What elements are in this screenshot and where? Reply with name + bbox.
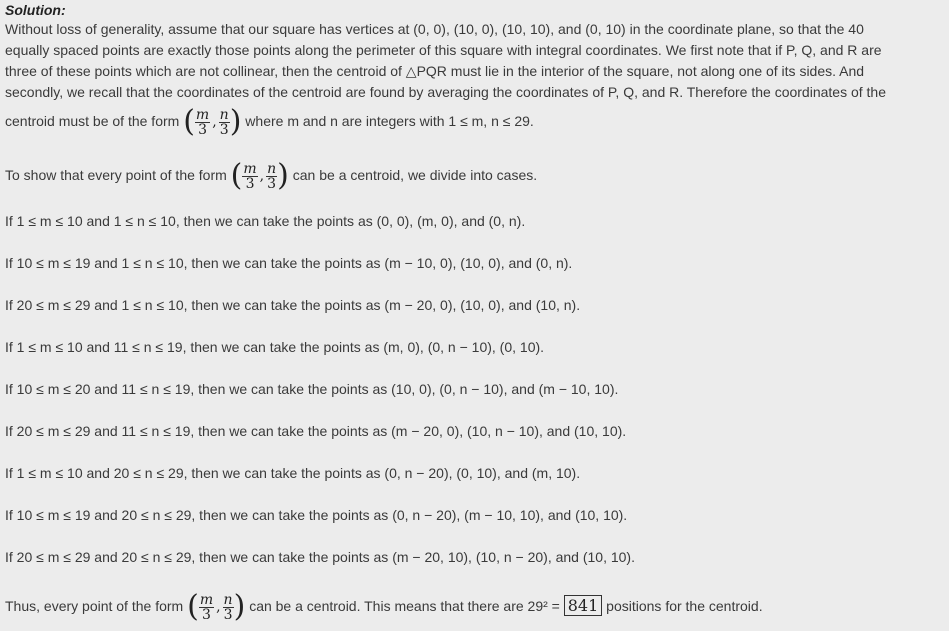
fraction-denominator: 3 (198, 121, 208, 138)
paragraph-1-line-1: Without loss of generality, assume that our square has vertices at (0, 0), (10, 0), (10, 10), and (0, 10) in the coordinate plane, so that the 40 (5, 21, 864, 37)
paragraph-2-before: To show that every point of the form (5, 167, 227, 183)
case-line: If 20 ≤ m ≤ 29 and 11 ≤ n ≤ 19, then we can take the points as (m − 20, 0), (10, n − 10), and (10, 10). (5, 423, 627, 439)
case-line: If 1 ≤ m ≤ 10 and 1 ≤ n ≤ 10, then we can take the points as (0, 0), (m, 0), and (0, n). (5, 213, 526, 229)
case-line: If 10 ≤ m ≤ 20 and 11 ≤ n ≤ 19, then we can take the points as (10, 0), (0, n − 10), and (m − 10, 10). (5, 381, 619, 397)
conclusion-line (5, 588, 763, 625)
point-form-fraction: ( $\frac{m}{3}$ , $\frac{n}{3}$ ) (230, 158, 289, 194)
fraction-numerator-n: n (223, 591, 233, 608)
conclusion-before: Thus, every point of the form (5, 598, 184, 614)
paragraph-2-after: can be a centroid, we divide into cases. (292, 167, 538, 183)
fraction-numerator-m: m (195, 106, 210, 123)
centroid-form-fraction: ( $\frac{m}{3}$ , $\frac{n}{3}$ ) (183, 104, 242, 140)
fraction-denominator: 3 (245, 175, 255, 192)
fraction-numerator-n: n (267, 160, 277, 177)
form-condition-text: where m and n are integers with 1 ≤ m, n ≤ 29. (245, 113, 534, 129)
case-line: If 20 ≤ m ≤ 29 and 1 ≤ n ≤ 10, then we can take the points as (m − 20, 0), (10, 0), and (10, n). (5, 297, 581, 313)
case-line: If 10 ≤ m ≤ 19 and 1 ≤ n ≤ 10, then we can take the points as (m − 10, 0), (10, 0), and (0, n). (5, 255, 573, 271)
fraction-denominator: 3 (267, 175, 277, 192)
case-line: If 1 ≤ m ≤ 10 and 20 ≤ n ≤ 29, then we can take the points as (0, n − 20), (0, 10), and (m, 10). (5, 465, 581, 481)
conclusion-fraction: ( $\frac{m}{3}$ , $\frac{n}{3}$ ) (187, 589, 246, 625)
paragraph-2 (5, 157, 537, 194)
fraction-numerator-m: m (199, 591, 214, 608)
fraction-denominator: 3 (201, 606, 211, 623)
paragraph-1-line-2: equally spaced points are exactly those points along the perimeter of this square with integral coordinates. We first note that if P, Q, and R are (5, 42, 882, 58)
paragraph-1-line-5 (5, 103, 534, 140)
conclusion-middle: can be a centroid. This means that there are 29² = (249, 598, 560, 614)
paragraph-1-line-3: three of these points which are not collinear, then the centroid of △PQR must lie in the interior of the square, not along one of its sides. And (5, 63, 865, 79)
case-line: If 1 ≤ m ≤ 10 and 11 ≤ n ≤ 19, then we can take the points as (m, 0), (0, n − 10), (0, 10). (5, 339, 545, 355)
boxed-answer: 841 (564, 595, 603, 616)
fraction-numerator-m: m (243, 160, 257, 177)
solution-title: Solution: (5, 2, 66, 18)
case-line: If 20 ≤ m ≤ 29 and 20 ≤ n ≤ 29, then we can take the points as (m − 20, 10), (10, n − 20), and (10, 10). (5, 549, 635, 565)
fraction-numerator-n: n (219, 106, 229, 123)
fraction-denominator: 3 (223, 606, 233, 623)
conclusion-after: positions for the centroid. (606, 598, 763, 614)
case-line: If 10 ≤ m ≤ 19 and 20 ≤ n ≤ 29, then we can take the points as (0, n − 20), (m − 10, 10), and (10, 10). (5, 507, 628, 523)
paragraph-1-line-4: secondly, we recall that the coordinates of the centroid are found by averaging the coordinates of P, Q, and R. Therefore the coordinates of the (5, 84, 886, 100)
fraction-denominator: 3 (219, 121, 229, 138)
form-intro-text: centroid must be of the form (5, 113, 180, 129)
